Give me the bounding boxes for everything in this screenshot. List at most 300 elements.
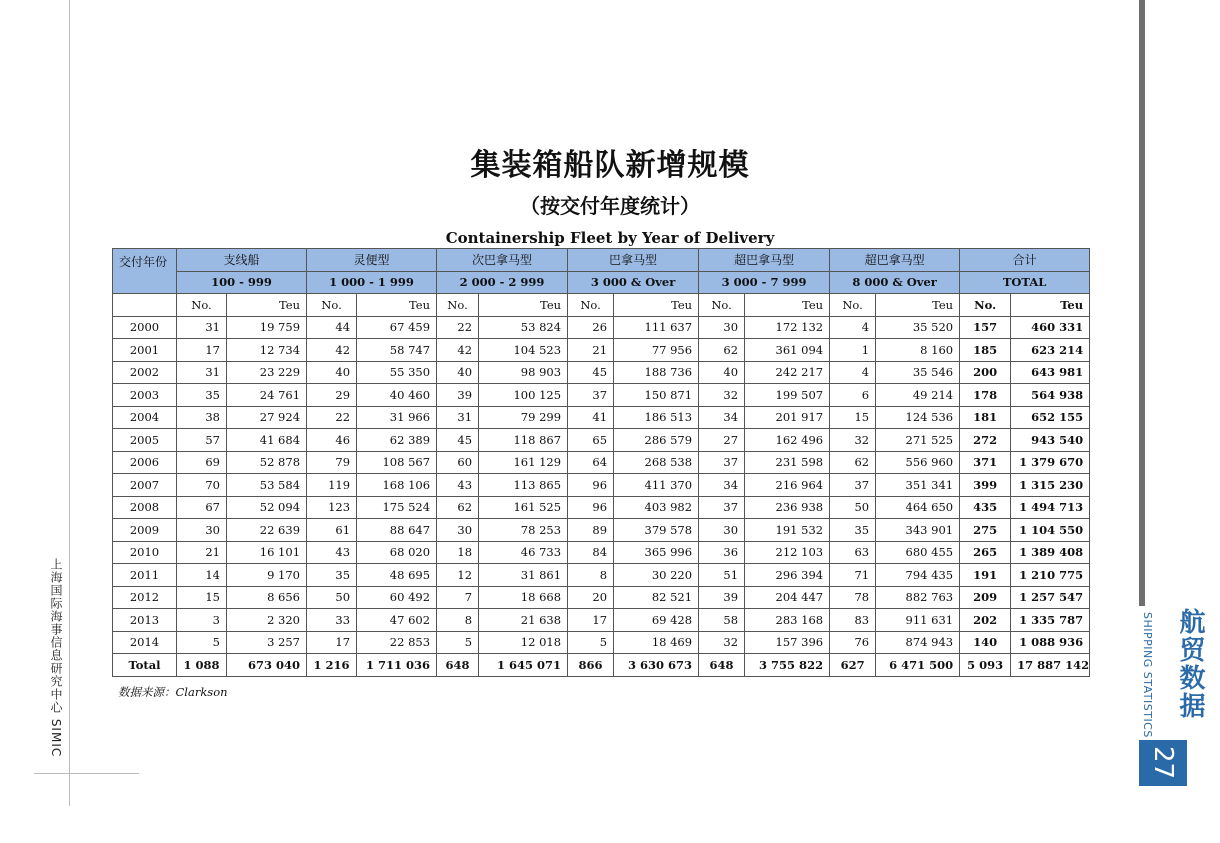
teu-cell: 464 650 xyxy=(876,496,960,519)
no-cell: 44 xyxy=(307,316,357,339)
table-row xyxy=(113,406,1090,429)
no-cell: 648 xyxy=(437,654,479,677)
no-cell: 866 xyxy=(568,654,614,677)
col-no: No. xyxy=(307,294,357,317)
no-cell: 29 xyxy=(307,384,357,407)
no-cell: 26 xyxy=(568,316,614,339)
table-row xyxy=(113,361,1090,384)
teu-cell: 104 523 xyxy=(479,339,568,362)
col-no: No. xyxy=(568,294,614,317)
year-cell: 2012 xyxy=(113,586,177,609)
teu-cell: 31 966 xyxy=(357,406,437,429)
teu-cell: 67 459 xyxy=(357,316,437,339)
total-no-cell: 399 xyxy=(960,474,1011,497)
group-header: 巴拿马型 xyxy=(568,249,699,272)
total-no-cell: 202 xyxy=(960,609,1011,632)
no-cell: 96 xyxy=(568,474,614,497)
section-title-cn: 航贸数据 xyxy=(1175,608,1205,720)
no-cell: 57 xyxy=(177,429,227,452)
no-cell: 89 xyxy=(568,519,614,542)
teu-cell: 3 755 822 xyxy=(745,654,830,677)
teu-cell: 23 229 xyxy=(227,361,307,384)
no-cell: 78 xyxy=(830,586,876,609)
group-header: 支线船 xyxy=(177,249,307,272)
table-row xyxy=(113,541,1090,564)
no-cell: 63 xyxy=(830,541,876,564)
teu-cell: 186 513 xyxy=(614,406,699,429)
teu-cell: 283 168 xyxy=(745,609,830,632)
total-teu-cell: 943 540 xyxy=(1011,429,1090,452)
table-row xyxy=(113,564,1090,587)
teu-cell: 48 695 xyxy=(357,564,437,587)
teu-cell: 40 460 xyxy=(357,384,437,407)
teu-cell: 556 960 xyxy=(876,451,960,474)
no-cell: 67 xyxy=(177,496,227,519)
no-cell: 83 xyxy=(830,609,876,632)
no-cell: 22 xyxy=(437,316,479,339)
teu-cell: 361 094 xyxy=(745,339,830,362)
page-title: 集装箱船队新增规模 xyxy=(470,148,750,183)
group-header: 超巴拿马型 xyxy=(830,249,960,272)
header-group-row xyxy=(113,249,1090,272)
no-cell: 41 xyxy=(568,406,614,429)
no-cell: 69 xyxy=(177,451,227,474)
total-no-cell: 181 xyxy=(960,406,1011,429)
range-header: 3 000 - 7 999 xyxy=(699,271,830,294)
total-teu-cell: 1 088 936 xyxy=(1011,631,1090,654)
teu-cell: 55 350 xyxy=(357,361,437,384)
no-cell: 8 xyxy=(568,564,614,587)
teu-cell: 3 257 xyxy=(227,631,307,654)
no-cell: 31 xyxy=(177,316,227,339)
no-cell: 96 xyxy=(568,496,614,519)
col-no: No. xyxy=(960,294,1011,317)
col-no: No. xyxy=(177,294,227,317)
teu-cell: 411 370 xyxy=(614,474,699,497)
no-cell: 12 xyxy=(437,564,479,587)
total-teu-cell: 1 210 775 xyxy=(1011,564,1090,587)
left-margin-line xyxy=(69,0,70,806)
teu-cell: 19 759 xyxy=(227,316,307,339)
total-teu-cell: 1 379 670 xyxy=(1011,451,1090,474)
no-cell: 37 xyxy=(568,384,614,407)
range-header: 3 000 & Over xyxy=(568,271,699,294)
no-cell: 43 xyxy=(437,474,479,497)
no-cell: 39 xyxy=(699,586,745,609)
total-no-cell: 185 xyxy=(960,339,1011,362)
group-header: 超巴拿马型 xyxy=(699,249,830,272)
teu-cell: 46 733 xyxy=(479,541,568,564)
year-cell: 2002 xyxy=(113,361,177,384)
no-cell: 4 xyxy=(830,316,876,339)
teu-cell: 49 214 xyxy=(876,384,960,407)
no-cell: 64 xyxy=(568,451,614,474)
no-cell: 32 xyxy=(699,631,745,654)
col-no: No. xyxy=(699,294,745,317)
page-number-box xyxy=(1139,740,1187,786)
total-no-cell: 191 xyxy=(960,564,1011,587)
year-header: 交付年份 xyxy=(113,249,177,294)
teu-cell: 30 220 xyxy=(614,564,699,587)
col-teu: Teu xyxy=(357,294,437,317)
no-cell: 43 xyxy=(307,541,357,564)
teu-cell: 58 747 xyxy=(357,339,437,362)
teu-cell: 24 761 xyxy=(227,384,307,407)
no-cell: 39 xyxy=(437,384,479,407)
total-teu-cell: 1 494 713 xyxy=(1011,496,1090,519)
total-teu-cell: 623 214 xyxy=(1011,339,1090,362)
total-teu-cell: 1 335 787 xyxy=(1011,609,1090,632)
no-cell: 61 xyxy=(307,519,357,542)
teu-cell: 68 020 xyxy=(357,541,437,564)
no-cell: 34 xyxy=(699,474,745,497)
no-cell: 45 xyxy=(568,361,614,384)
col-teu: Teu xyxy=(876,294,960,317)
year-cell: 2001 xyxy=(113,339,177,362)
teu-cell: 673 040 xyxy=(227,654,307,677)
teu-cell: 12 734 xyxy=(227,339,307,362)
teu-cell: 98 903 xyxy=(479,361,568,384)
teu-cell: 62 389 xyxy=(357,429,437,452)
total-no-cell: 200 xyxy=(960,361,1011,384)
teu-cell: 22 853 xyxy=(357,631,437,654)
no-cell: 40 xyxy=(699,361,745,384)
no-cell: 38 xyxy=(177,406,227,429)
col-teu: Teu xyxy=(479,294,568,317)
no-cell: 71 xyxy=(830,564,876,587)
no-cell: 60 xyxy=(437,451,479,474)
teu-cell: 882 763 xyxy=(876,586,960,609)
teu-cell: 8 160 xyxy=(876,339,960,362)
teu-cell: 286 579 xyxy=(614,429,699,452)
no-cell: 1 xyxy=(830,339,876,362)
no-cell: 22 xyxy=(307,406,357,429)
teu-cell: 8 656 xyxy=(227,586,307,609)
no-cell: 36 xyxy=(699,541,745,564)
teu-cell: 9 170 xyxy=(227,564,307,587)
teu-cell: 268 538 xyxy=(614,451,699,474)
total-no-cell: 209 xyxy=(960,586,1011,609)
table-row xyxy=(113,631,1090,654)
no-cell: 34 xyxy=(699,406,745,429)
no-cell: 6 xyxy=(830,384,876,407)
year-cell: 2003 xyxy=(113,384,177,407)
total-teu-cell: 1 315 230 xyxy=(1011,474,1090,497)
teu-cell: 168 106 xyxy=(357,474,437,497)
teu-cell: 1 645 071 xyxy=(479,654,568,677)
no-cell: 31 xyxy=(177,361,227,384)
total-teu-cell: 1 389 408 xyxy=(1011,541,1090,564)
teu-cell: 199 507 xyxy=(745,384,830,407)
teu-cell: 6 471 500 xyxy=(876,654,960,677)
page-number: 27 xyxy=(1148,746,1178,780)
no-cell: 40 xyxy=(437,361,479,384)
year-cell: 2010 xyxy=(113,541,177,564)
no-cell: 3 xyxy=(177,609,227,632)
no-cell: 35 xyxy=(830,519,876,542)
no-cell: 42 xyxy=(437,339,479,362)
teu-cell: 216 964 xyxy=(745,474,830,497)
year-cell: 2008 xyxy=(113,496,177,519)
no-cell: 31 xyxy=(437,406,479,429)
teu-cell: 18 469 xyxy=(614,631,699,654)
no-cell: 79 xyxy=(307,451,357,474)
no-cell: 50 xyxy=(307,586,357,609)
no-cell: 37 xyxy=(699,451,745,474)
no-cell: 62 xyxy=(830,451,876,474)
table-row xyxy=(113,609,1090,632)
data-source: 数据来源：Clarkson xyxy=(118,685,228,699)
no-cell: 32 xyxy=(699,384,745,407)
no-cell: 42 xyxy=(307,339,357,362)
no-cell: 50 xyxy=(830,496,876,519)
no-cell: 18 xyxy=(437,541,479,564)
total-teu-cell: 564 938 xyxy=(1011,384,1090,407)
teu-cell: 60 492 xyxy=(357,586,437,609)
teu-cell: 100 125 xyxy=(479,384,568,407)
teu-cell: 31 861 xyxy=(479,564,568,587)
total-teu-cell: 17 887 142 xyxy=(1011,654,1090,677)
teu-cell: 21 638 xyxy=(479,609,568,632)
teu-cell: 172 132 xyxy=(745,316,830,339)
teu-cell: 365 996 xyxy=(614,541,699,564)
teu-cell: 794 435 xyxy=(876,564,960,587)
no-cell: 20 xyxy=(568,586,614,609)
teu-cell: 16 101 xyxy=(227,541,307,564)
no-cell: 35 xyxy=(307,564,357,587)
table-row xyxy=(113,316,1090,339)
year-cell: 2006 xyxy=(113,451,177,474)
no-cell: 17 xyxy=(177,339,227,362)
teu-cell: 242 217 xyxy=(745,361,830,384)
no-cell: 30 xyxy=(177,519,227,542)
no-cell: 15 xyxy=(177,586,227,609)
no-cell: 7 xyxy=(437,586,479,609)
year-cell: 2005 xyxy=(113,429,177,452)
teu-cell: 118 867 xyxy=(479,429,568,452)
teu-cell: 3 630 673 xyxy=(614,654,699,677)
teu-cell: 157 396 xyxy=(745,631,830,654)
no-cell: 15 xyxy=(830,406,876,429)
teu-cell: 124 536 xyxy=(876,406,960,429)
no-cell: 123 xyxy=(307,496,357,519)
col-teu: Teu xyxy=(745,294,830,317)
teu-cell: 35 520 xyxy=(876,316,960,339)
total-label: Total xyxy=(113,654,177,677)
no-cell: 37 xyxy=(830,474,876,497)
teu-cell: 343 901 xyxy=(876,519,960,542)
table-row xyxy=(113,586,1090,609)
no-cell: 62 xyxy=(699,339,745,362)
col-teu: Teu xyxy=(1011,294,1090,317)
col-no: No. xyxy=(830,294,876,317)
no-cell: 30 xyxy=(437,519,479,542)
group-header: 合计 xyxy=(960,249,1090,272)
total-row xyxy=(113,654,1090,677)
teu-cell: 162 496 xyxy=(745,429,830,452)
teu-cell: 680 455 xyxy=(876,541,960,564)
no-cell: 33 xyxy=(307,609,357,632)
total-teu-cell: 1 104 550 xyxy=(1011,519,1090,542)
range-header: 1 000 - 1 999 xyxy=(307,271,437,294)
table-row xyxy=(113,429,1090,452)
no-cell: 30 xyxy=(699,519,745,542)
teu-cell: 18 668 xyxy=(479,586,568,609)
range-header: 8 000 & Over xyxy=(830,271,960,294)
teu-cell: 204 447 xyxy=(745,586,830,609)
teu-cell: 379 578 xyxy=(614,519,699,542)
total-teu-cell: 652 155 xyxy=(1011,406,1090,429)
total-no-cell: 5 093 xyxy=(960,654,1011,677)
teu-cell: 41 684 xyxy=(227,429,307,452)
no-cell: 27 xyxy=(699,429,745,452)
teu-cell: 271 525 xyxy=(876,429,960,452)
no-cell: 17 xyxy=(307,631,357,654)
no-cell: 1 088 xyxy=(177,654,227,677)
no-cell: 62 xyxy=(437,496,479,519)
year-cell: 2013 xyxy=(113,609,177,632)
teu-cell: 78 253 xyxy=(479,519,568,542)
no-cell: 21 xyxy=(177,541,227,564)
teu-cell: 874 943 xyxy=(876,631,960,654)
year-cell: 2007 xyxy=(113,474,177,497)
page-subtitle: （按交付年度统计） xyxy=(520,194,700,218)
range-header: 100 - 999 xyxy=(177,271,307,294)
teu-cell: 27 924 xyxy=(227,406,307,429)
total-teu-cell: 643 981 xyxy=(1011,361,1090,384)
year-cell: 2009 xyxy=(113,519,177,542)
total-no-cell: 272 xyxy=(960,429,1011,452)
no-cell: 4 xyxy=(830,361,876,384)
total-no-cell: 435 xyxy=(960,496,1011,519)
english-table-title: Containership Fleet by Year of Delivery xyxy=(445,229,775,247)
teu-cell: 52 878 xyxy=(227,451,307,474)
left-footer-line xyxy=(34,773,139,774)
no-cell: 119 xyxy=(307,474,357,497)
no-cell: 627 xyxy=(830,654,876,677)
teu-cell: 212 103 xyxy=(745,541,830,564)
no-cell: 58 xyxy=(699,609,745,632)
no-cell: 35 xyxy=(177,384,227,407)
no-cell: 84 xyxy=(568,541,614,564)
total-teu-cell: 460 331 xyxy=(1011,316,1090,339)
no-cell: 45 xyxy=(437,429,479,452)
range-header: 2 000 - 2 999 xyxy=(437,271,568,294)
no-cell: 14 xyxy=(177,564,227,587)
table-row xyxy=(113,384,1090,407)
teu-cell: 351 341 xyxy=(876,474,960,497)
no-cell: 8 xyxy=(437,609,479,632)
teu-cell: 77 956 xyxy=(614,339,699,362)
year-cell: 2000 xyxy=(113,316,177,339)
teu-cell: 911 631 xyxy=(876,609,960,632)
total-no-cell: 140 xyxy=(960,631,1011,654)
section-title-en: SHIPPING STATISTICS xyxy=(1141,612,1154,738)
table-row xyxy=(113,519,1090,542)
teu-cell: 47 602 xyxy=(357,609,437,632)
table-row xyxy=(113,451,1090,474)
no-cell: 70 xyxy=(177,474,227,497)
total-no-cell: 178 xyxy=(960,384,1011,407)
teu-cell: 22 639 xyxy=(227,519,307,542)
range-header: TOTAL xyxy=(960,271,1090,294)
no-cell: 21 xyxy=(568,339,614,362)
no-cell: 30 xyxy=(699,316,745,339)
year-cell: 2004 xyxy=(113,406,177,429)
teu-cell: 175 524 xyxy=(357,496,437,519)
teu-cell: 108 567 xyxy=(357,451,437,474)
teu-cell: 12 018 xyxy=(479,631,568,654)
teu-cell: 191 532 xyxy=(745,519,830,542)
publisher-vertical-label: 上海国际海事信息研究中心 SIMIC xyxy=(49,558,63,758)
no-cell: 51 xyxy=(699,564,745,587)
no-cell: 76 xyxy=(830,631,876,654)
total-no-cell: 275 xyxy=(960,519,1011,542)
col-teu: Teu xyxy=(227,294,307,317)
header-range-row xyxy=(113,271,1090,294)
table-row xyxy=(113,496,1090,519)
no-cell: 32 xyxy=(830,429,876,452)
teu-cell: 2 320 xyxy=(227,609,307,632)
teu-cell: 111 637 xyxy=(614,316,699,339)
teu-cell: 79 299 xyxy=(479,406,568,429)
no-cell: 5 xyxy=(437,631,479,654)
teu-cell: 53 584 xyxy=(227,474,307,497)
total-no-cell: 157 xyxy=(960,316,1011,339)
teu-cell: 201 917 xyxy=(745,406,830,429)
teu-cell: 35 546 xyxy=(876,361,960,384)
col-teu: Teu xyxy=(614,294,699,317)
no-cell: 1 216 xyxy=(307,654,357,677)
year-cell: 2011 xyxy=(113,564,177,587)
teu-cell: 161 525 xyxy=(479,496,568,519)
table-row xyxy=(113,474,1090,497)
no-cell: 5 xyxy=(568,631,614,654)
no-cell: 46 xyxy=(307,429,357,452)
no-cell: 37 xyxy=(699,496,745,519)
no-cell: 648 xyxy=(699,654,745,677)
no-cell: 40 xyxy=(307,361,357,384)
group-header: 灵便型 xyxy=(307,249,437,272)
teu-cell: 403 982 xyxy=(614,496,699,519)
group-header: 次巴拿马型 xyxy=(437,249,568,272)
teu-cell: 236 938 xyxy=(745,496,830,519)
teu-cell: 188 736 xyxy=(614,361,699,384)
total-no-cell: 371 xyxy=(960,451,1011,474)
unit-corner xyxy=(113,294,177,317)
year-cell: 2014 xyxy=(113,631,177,654)
unit-header-row xyxy=(113,294,1090,317)
teu-cell: 53 824 xyxy=(479,316,568,339)
teu-cell: 296 394 xyxy=(745,564,830,587)
no-cell: 17 xyxy=(568,609,614,632)
teu-cell: 1 711 036 xyxy=(357,654,437,677)
teu-cell: 82 521 xyxy=(614,586,699,609)
total-teu-cell: 1 257 547 xyxy=(1011,586,1090,609)
teu-cell: 69 428 xyxy=(614,609,699,632)
teu-cell: 150 871 xyxy=(614,384,699,407)
col-no: No. xyxy=(437,294,479,317)
teu-cell: 52 094 xyxy=(227,496,307,519)
total-no-cell: 265 xyxy=(960,541,1011,564)
teu-cell: 88 647 xyxy=(357,519,437,542)
table-row xyxy=(113,339,1090,362)
teu-cell: 113 865 xyxy=(479,474,568,497)
teu-cell: 231 598 xyxy=(745,451,830,474)
no-cell: 5 xyxy=(177,631,227,654)
right-side-bar xyxy=(1139,0,1145,606)
no-cell: 65 xyxy=(568,429,614,452)
